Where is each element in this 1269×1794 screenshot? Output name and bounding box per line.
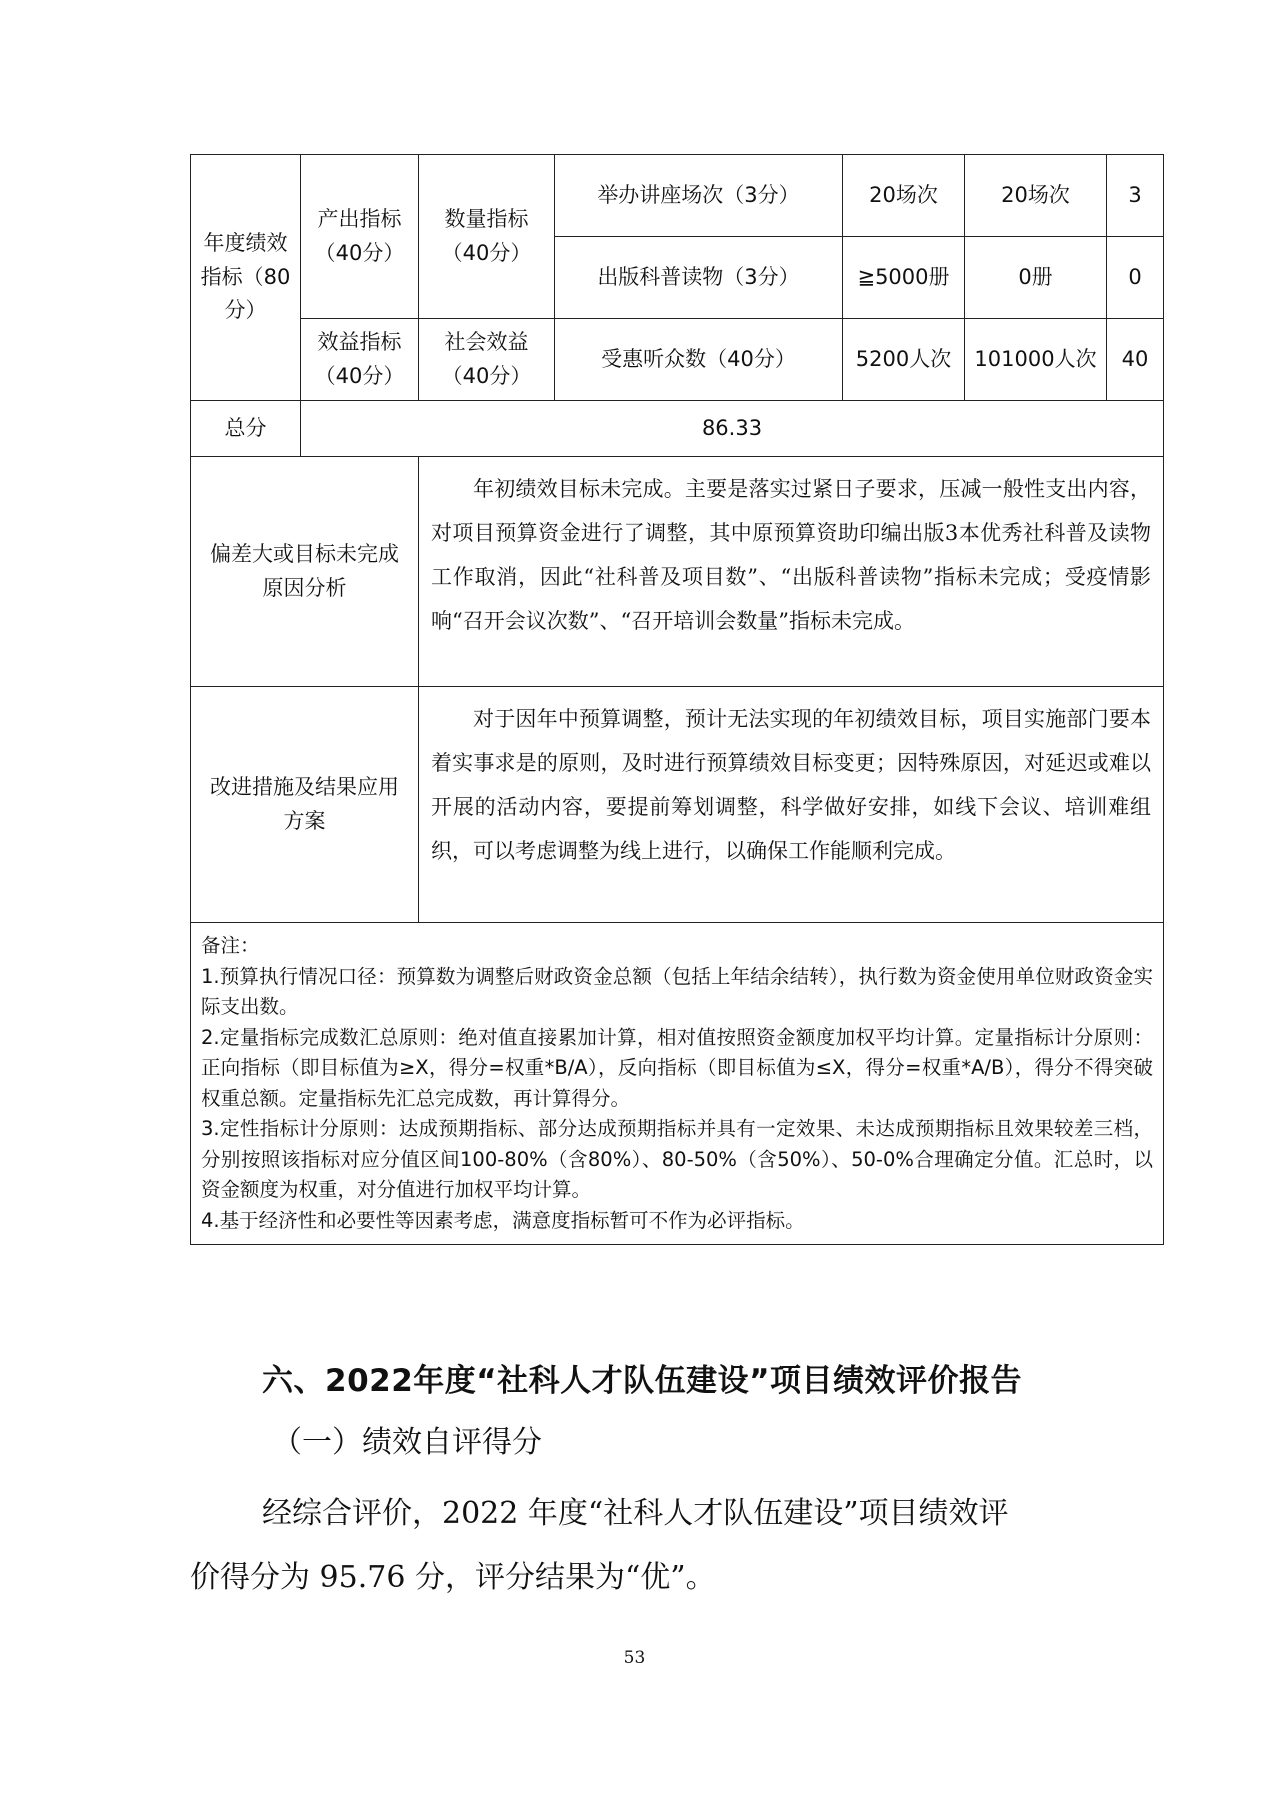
sub-social-cell xyxy=(419,319,555,401)
improve-text-cell xyxy=(419,687,1164,923)
total-value-cell: 86.33 xyxy=(301,401,1164,457)
body-line: 经综合评价，2022 年度“社科人才队伍建设”项目绩效评 xyxy=(262,1496,1009,1531)
total-label-cell: 总分 xyxy=(191,401,301,457)
score-cell: 0 xyxy=(1107,237,1164,319)
target-cell: ≧5000册 xyxy=(843,237,965,319)
category-annual-label: 年度绩效指标（80分） xyxy=(200,231,291,323)
deviation-label: 偏差大或目标未完成原因分析 xyxy=(210,541,399,600)
category-output-label: 产出指标（40分） xyxy=(314,206,405,265)
section-subheading: （一）绩效自评得分 xyxy=(272,1425,542,1460)
category-annual-cell xyxy=(191,155,301,401)
actual-cell: 20场次 xyxy=(965,155,1107,237)
improve-label: 改进措施及结果应用方案 xyxy=(210,774,399,833)
note-item: 1.预算执行情况口径：预算数为调整后财政资金总额（包括上年结余结转），执行数为资金使用单位财政资金实际支出数。 xyxy=(201,964,1153,1018)
sub-social-label: 社会效益（40分） xyxy=(441,329,532,388)
section-heading: 六、2022年度“社科人才队伍建设”项目绩效评价报告 xyxy=(262,1363,1023,1399)
indicator-cell: 受惠听众数（40分） xyxy=(555,319,843,401)
notes-cell xyxy=(191,923,1164,1245)
note-item: 2.定量指标完成数汇总原则：绝对值直接累加计算，相对值按照资金额度加权平均计算。定量指标计分原则：正向指标（即目标值为≥X，得分=权重*B/A），反向指标（即目标值为≤X，得分=权重*A/B），得分不得突破权重总额。定量指标先汇总完成数，再计算得分。 xyxy=(201,1025,1153,1110)
score-cell: 3 xyxy=(1107,155,1164,237)
category-output-cell xyxy=(301,155,419,319)
performance-table xyxy=(190,154,1164,1245)
target-cell: 20场次 xyxy=(843,155,965,237)
target-cell: 5200人次 xyxy=(843,319,965,401)
category-benefit-cell xyxy=(301,319,419,401)
actual-cell: 101000人次 xyxy=(965,319,1107,401)
category-benefit-label: 效益指标（40分） xyxy=(314,329,405,388)
improve-label-cell xyxy=(191,687,419,923)
improve-text: 对于因年中预算调整，预计无法实现的年初绩效目标，项目实施部门要本着实事求是的原则，及时进行预算绩效目标变更；因特殊原因，对延迟或难以开展的活动内容，要提前筹划调整，科学做好安排，如线下会议、培训难组织，可以考虑调整为线上进行，以确保工作能顺利完成。 xyxy=(431,707,1151,863)
indicator-cell: 举办讲座场次（3分） xyxy=(555,155,843,237)
section-body xyxy=(190,1482,1080,1610)
note-item: 3.定性指标计分原则：达成预期指标、部分达成预期指标并具有一定效果、未达成预期指标且效果较差三档，分别按照该指标对应分值区间100-80%（含80%）、80-50%（含50%）、50-0%合理确定分值。汇总时，以资金额度为权重，对分值进行加权平均计算。 xyxy=(201,1117,1153,1201)
deviation-text-cell xyxy=(419,457,1164,687)
sub-quantity-cell xyxy=(419,155,555,319)
score-cell: 40 xyxy=(1107,319,1164,401)
notes-title: 备注： xyxy=(201,934,260,957)
note-item: 4.基于经济性和必要性等因素考虑，满意度指标暂可不作为必评指标。 xyxy=(201,1208,805,1232)
page-number: 53 xyxy=(623,1648,646,1668)
deviation-label-cell xyxy=(191,457,419,687)
body-line: 价得分为 95.76 分，评分结果为“优”。 xyxy=(190,1560,716,1595)
deviation-text: 年初绩效目标未完成。主要是落实过紧日子要求，压减一般性支出内容，对项目预算资金进行了调整，其中原预算资助印编出版3本优秀社科普及读物工作取消，因此“社科普及项目数”、“出版科普读物”指标未完成；受疫情影响“召开会议次数”、“召开培训会数量”指标未完成。 xyxy=(431,477,1151,633)
actual-cell: 0册 xyxy=(965,237,1107,319)
sub-quantity-label: 数量指标（40分） xyxy=(441,206,532,265)
indicator-cell: 出版科普读物（3分） xyxy=(555,237,843,319)
